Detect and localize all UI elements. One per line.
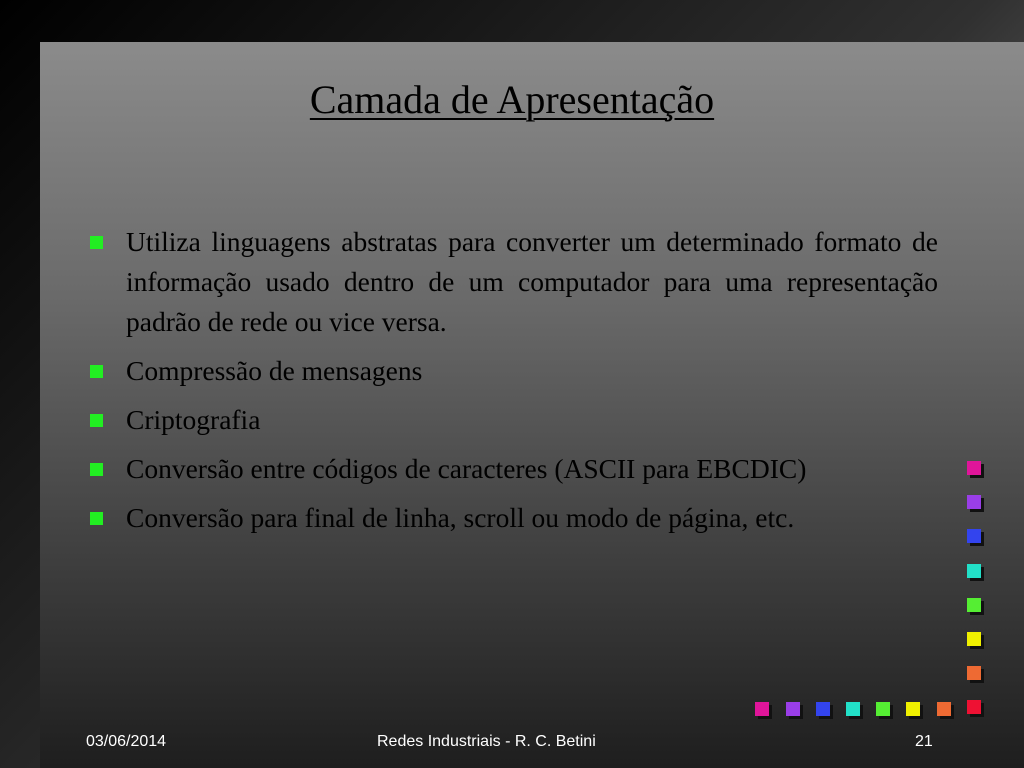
footer-date: 03/06/2014 xyxy=(86,733,167,750)
bullet-item xyxy=(86,351,938,391)
bullet-text: Criptografia xyxy=(126,404,261,435)
bullet-item xyxy=(86,400,938,440)
bullet-text: Conversão para final de linha, scroll ou modo de página, etc. xyxy=(126,502,795,533)
bullet-text: Compressão de mensagens xyxy=(126,355,423,386)
decor-square-icon xyxy=(967,666,981,680)
decor-square-icon xyxy=(967,700,981,714)
decor-square-icon xyxy=(846,702,860,716)
decor-square-icon xyxy=(786,702,800,716)
square-bullet-icon xyxy=(90,463,103,476)
decor-square-icon xyxy=(876,702,890,716)
bullet-text: Conversão entre códigos de caracteres (ASCII para EBCDIC) xyxy=(126,453,807,484)
footer-title: Redes Industriais - R. C. Betini xyxy=(377,733,596,750)
bullet-text: Utiliza linguagens abstratas para converter um determinado formato de informação usado dentro de um computador para uma representação padrão de rede ou vice versa. xyxy=(126,226,938,337)
square-bullet-icon xyxy=(90,236,103,249)
decor-square-icon xyxy=(967,598,981,612)
square-bullet-icon xyxy=(90,414,103,427)
square-bullet-icon xyxy=(90,512,103,525)
square-bullet-icon xyxy=(90,365,103,378)
decor-square-icon xyxy=(967,564,981,578)
decor-square-icon xyxy=(937,702,951,716)
decor-square-icon xyxy=(967,632,981,646)
decor-square-icon xyxy=(755,702,769,716)
bullet-item xyxy=(86,449,938,489)
bullet-list xyxy=(86,222,938,547)
decor-square-icon xyxy=(816,702,830,716)
decor-square-icon xyxy=(967,495,981,509)
slide-title: Camada de Apresentação xyxy=(309,77,715,122)
bullet-item xyxy=(86,498,938,538)
decor-square-icon xyxy=(906,702,920,716)
decor-square-icon xyxy=(967,461,981,475)
footer-page-number: 21 xyxy=(915,733,933,750)
bullet-item xyxy=(86,222,938,342)
decor-square-icon xyxy=(967,529,981,543)
